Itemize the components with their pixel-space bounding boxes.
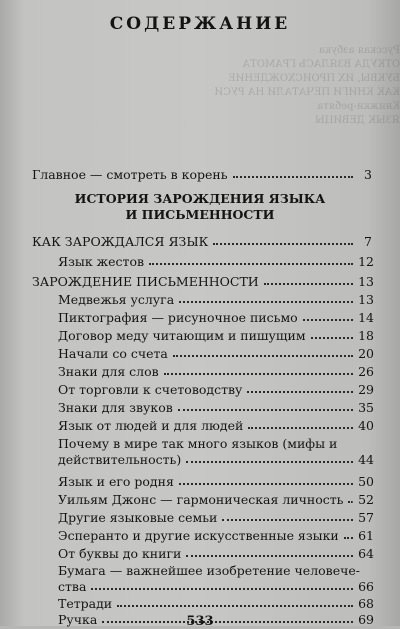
toc-entry-page: 68 (358, 596, 374, 611)
dot-leader (91, 588, 353, 590)
toc-entry-label-line1: Бумага — важнейшее изобретение человече- (58, 563, 360, 578)
toc-entry (58, 542, 374, 561)
section-heading-line2: И ПИСЬМЕННОСТИ (125, 207, 275, 222)
toc-entry-label: КАК ЗАРОЖДАЛСЯ ЯЗЫК (32, 234, 209, 249)
toc-entry-intro (32, 163, 372, 182)
toc-entry-page: 50 (358, 474, 374, 489)
dot-leader (348, 501, 353, 503)
bleed-through-line: ЯЗЫК ДЕВИЦЫ (314, 115, 400, 126)
toc-entry-label: Язык жестов (58, 254, 145, 269)
page-title: СОДЕРЖАНИЕ (109, 14, 291, 34)
toc-entry-page: 12 (358, 254, 374, 269)
toc-entry-page: 57 (358, 510, 374, 525)
dot-leader (164, 373, 353, 375)
toc-entry-label: Эсперанто и другие искусственные языки (58, 528, 339, 543)
toc-entry-label: Язык от людей и для людей (58, 418, 244, 433)
toc-entry-label: Уильям Джонс — гармоническая личность (58, 492, 344, 507)
toc-entry-label: От буквы до книги (58, 546, 182, 561)
toc-entry-label: Медвежья услуга (58, 292, 175, 307)
toc-entry-label: От торговли к счетоводству (58, 382, 243, 397)
toc-entry-page: 44 (358, 452, 374, 467)
dot-leader (179, 301, 353, 303)
dot-leader (186, 461, 353, 463)
toc-chapter (32, 230, 372, 249)
section-heading-line1: ИСТОРИЯ ЗАРОЖДЕНИЯ ЯЗЫКА (74, 191, 326, 206)
toc-entry-label: Знаки для звуков (58, 400, 173, 415)
toc-entry-label: Знаки для слов (58, 364, 159, 379)
toc-entry-page: 69 (358, 612, 374, 627)
toc-entry (58, 396, 374, 415)
toc-entry-page: 52 (358, 492, 374, 507)
toc-entry-page: 7 (364, 234, 372, 249)
toc-entry-page: 29 (358, 382, 374, 397)
toc-entry-label: Главное — смотреть в корень (32, 167, 228, 182)
toc-entry (58, 250, 374, 269)
toc-entry-page: 13 (358, 292, 374, 307)
bleed-through-line: Русская азбука (318, 45, 400, 56)
toc-entry-page: 3 (364, 167, 372, 182)
toc-entry (58, 378, 374, 397)
dot-leader (303, 319, 353, 321)
dot-leader (222, 519, 353, 521)
bleed-through-line: КАК КНИГИ ПЕЧАТАЛИ НА РУСИ (214, 87, 400, 98)
dot-leader (178, 409, 353, 411)
dot-leader (186, 555, 353, 557)
toc-entry-page: 66 (358, 579, 374, 594)
toc-entry-page: 64 (358, 546, 374, 561)
dot-leader (117, 605, 353, 607)
toc-entry-label: Начали со счета (58, 346, 168, 361)
dot-leader (233, 176, 353, 178)
toc-entry (58, 288, 374, 307)
dot-leader (311, 337, 354, 339)
toc-chapter (32, 270, 374, 289)
toc-entry-page: 20 (358, 346, 374, 361)
toc-entry (58, 448, 374, 467)
bleed-through-line: Книжки-ребята (317, 101, 400, 112)
dot-leader (264, 283, 353, 285)
dot-leader (213, 243, 353, 245)
toc-entry (58, 342, 374, 361)
toc-entry-page: 61 (358, 528, 374, 543)
toc-entry-label: ства (58, 579, 87, 594)
dot-leader (179, 483, 353, 485)
page-number: 533 (186, 614, 214, 629)
toc-entry-page: 35 (358, 400, 374, 415)
toc-entry-page: 14 (358, 310, 374, 325)
toc-entry (58, 506, 374, 525)
toc-entry-label: Другие языковые семьи (58, 510, 218, 525)
bleed-through-line: БУКВЫ, ИХ ПРОИСХОЖДЕНИЕ (228, 73, 400, 84)
dot-leader (248, 427, 353, 429)
toc-entry-page: 13 (358, 274, 374, 289)
toc-entry-page: 40 (358, 418, 374, 433)
toc-entry-page: 26 (358, 364, 374, 379)
toc-entry-label: ЗАРОЖДЕНИЕ ПИСЬМЕННОСТИ (32, 274, 259, 289)
toc-entry (58, 324, 374, 343)
toc-entry (58, 524, 374, 543)
toc-entry-label: Ручка (58, 612, 98, 627)
dot-leader (344, 537, 353, 539)
dot-leader (173, 355, 353, 357)
dot-leader (149, 263, 353, 265)
toc-entry-label: Тетради (58, 596, 113, 611)
toc-entry-page: 18 (358, 328, 374, 343)
toc-entry-label: Язык и его родня (58, 474, 174, 489)
toc-entry (58, 488, 374, 507)
toc-entry (58, 306, 374, 325)
toc-entry (58, 470, 374, 489)
toc-entry (58, 414, 374, 433)
toc-entry-label-line1: Почему в мире так много языков (мифы и (58, 436, 338, 451)
bleed-through-line: ОТКУДА ВЗЯЛАСЬ ГРАМОТА (242, 59, 400, 70)
toc-entry-label: Пиктография — рисуночное письмо (58, 310, 298, 325)
toc-entry-label: Договор меду читающим и пишущим (58, 328, 306, 343)
toc-entry-label: действительность) (58, 452, 182, 467)
dot-leader (247, 391, 353, 393)
toc-entry (58, 360, 374, 379)
bleed-through-text (150, 44, 400, 164)
